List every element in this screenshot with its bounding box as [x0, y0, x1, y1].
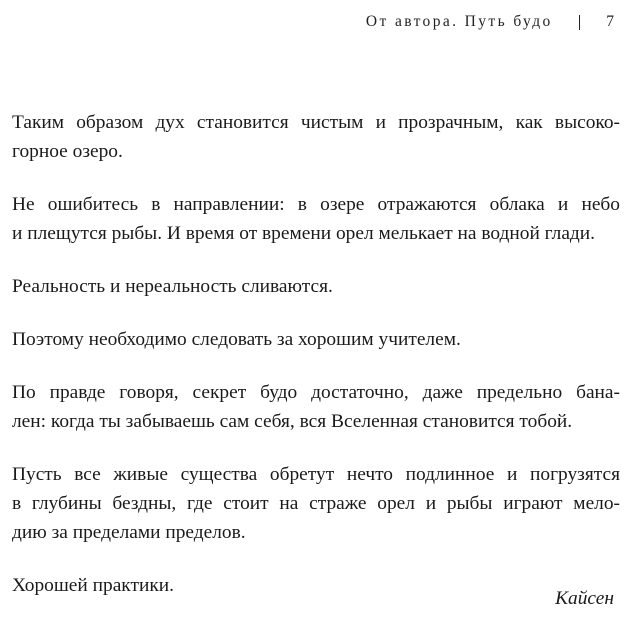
- text-line: лен: когда ты забываешь сам себя, вся Вселенная становится тобой.: [12, 411, 573, 432]
- paragraph-2: [12, 190, 620, 248]
- text-line: горное озеро.: [12, 141, 123, 162]
- header-separator: [579, 15, 581, 30]
- running-title: От автора. Путь будо: [365, 13, 553, 30]
- paragraph-4: [12, 325, 620, 354]
- page-number: 7: [606, 13, 614, 30]
- text-line: Пусть все живые существа обретут нечто подлинное и погрузятся: [12, 464, 620, 485]
- text-line: Таким образом дух становится чистым и прозрачным, как высоко-: [12, 112, 620, 133]
- body-text: [12, 108, 620, 624]
- paragraph-7: [12, 571, 620, 600]
- running-head: [366, 11, 614, 33]
- text-line: в глубины бездны, где стоит на страже орел и рыбы играют мело-: [12, 493, 620, 514]
- text-line: Хорошей практики.: [12, 575, 174, 596]
- text-line: Поэтому необходимо следовать за хорошим учителем.: [12, 329, 461, 350]
- paragraph-1: [12, 108, 620, 166]
- text-line: Не ошибитесь в направлении: в озере отражаются облака и небо: [12, 194, 620, 215]
- author-signature: Кайсен: [555, 588, 614, 609]
- paragraph-6: [12, 460, 620, 547]
- text-line: Реальность и нереальность сливаются.: [12, 276, 333, 297]
- text-line: По правде говоря, секрет будо достаточно, даже предельно бана-: [12, 382, 620, 403]
- paragraph-3: [12, 272, 620, 301]
- paragraph-5: [12, 378, 620, 436]
- text-line: и плещутся рыбы. И время от времени орел мелькает на водной глади.: [12, 223, 596, 244]
- text-line: дию за пределами пределов.: [12, 522, 246, 543]
